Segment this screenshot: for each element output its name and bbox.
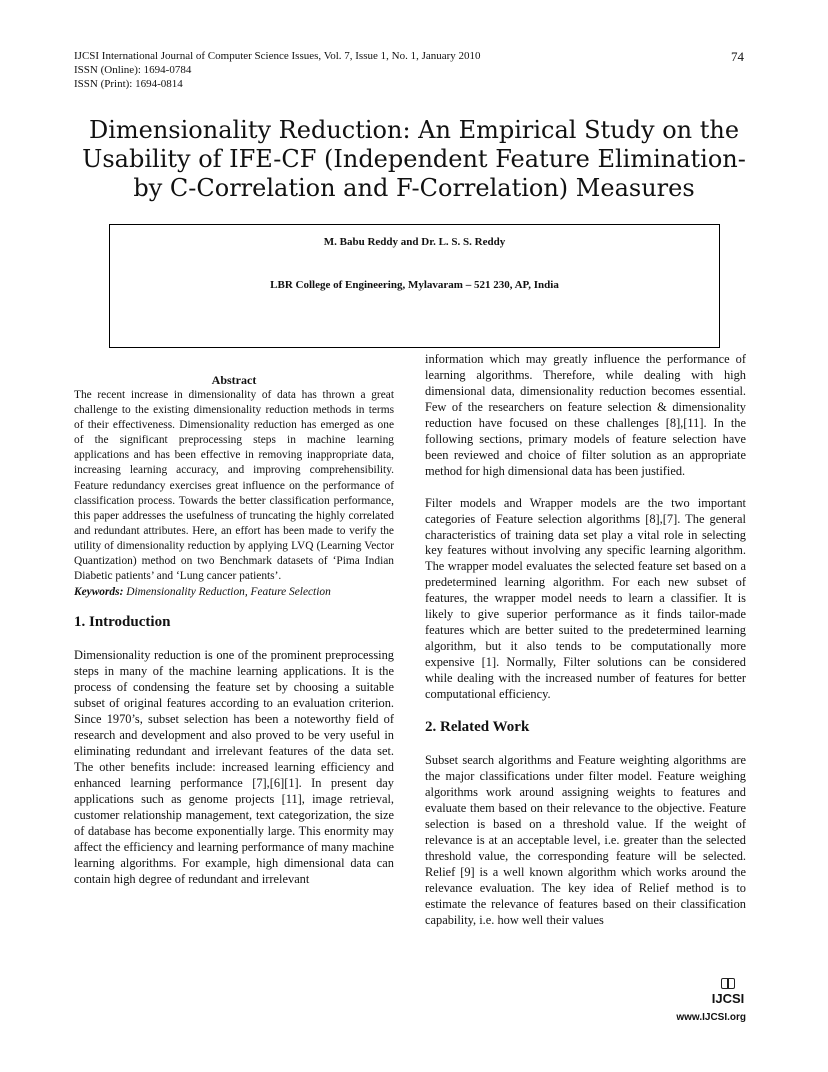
right-column: [425, 352, 746, 929]
keywords-value: Dimensionality Reduction, Feature Selection: [126, 586, 331, 599]
page-number: 74: [731, 49, 744, 64]
title-line-1: Dimensionality Reduction: An Empirical Study on the: [88, 116, 740, 144]
keywords: [74, 585, 394, 600]
affiliation: LBR College of Engineering, Mylavaram – 521 230, AP, India: [270, 279, 559, 291]
title-line-3: by C-Correlation and F-Correlation) Measures: [133, 174, 695, 202]
title-line-2: Usability of IFE-CF (Independent Feature Elimination-: [82, 145, 746, 173]
issn-print: ISSN (Print): 1694-0814: [74, 78, 183, 90]
issn-online: ISSN (Online): 1694-0784: [74, 64, 192, 76]
abstract-text: The recent increase in dimensionality of data has thrown a great challenge to the existing dimensionality reduction methods in terms of their effectiveness. Dimensionality reduction has emerged as one of the significant preprocessing steps in machine learning applications and has been effective in removing inappropriate data, increasing learning accuracy, and improving comprehensibility. Feature redundancy exercises great influence on the performance of classification process. Towards the better classification performance, this paper addresses the usefulness of truncating the highly correlated and redundant attributes. Here, an effort has been made to verify the utility of dimensionality reduction by applying LVQ (Learning Vector Quantization) method on two Benchmark datasets of ‘Pima Indian Diabetic patients’ and ‘Lung cancer patients’.: [74, 389, 394, 583]
related-work-heading: 2. Related Work: [425, 719, 530, 736]
journal-line: IJCSI International Journal of Computer Science Issues, Vol. 7, Issue 1, No. 1, January 2010: [74, 50, 481, 62]
ijcsi-logo: [700, 978, 756, 1007]
keywords-label: Keywords:: [74, 586, 124, 599]
paragraph-3: Subset search algorithms and Feature weighting algorithms are the major classifications under filter model. Feature weighing algorithms work around assigning weights to features and evaluate them based on their relevance to the objective. Feature selection is based on a threshold value. If the weight of relevance is at an acceptable level, i.e. greater than the selected threshold value, the corresponding feature will be selected. Relief [9] is a well known algorithm which works around the relevance evaluation. The key idea of Relief method is to estimate the relevance of features based on their classification capability, i.e. how well their values: [425, 753, 746, 927]
intro-heading: 1. Introduction: [74, 614, 171, 631]
authors: M. Babu Reddy and Dr. L. S. S. Reddy: [323, 236, 506, 248]
paragraph-1: information which may greatly influence the performance of learning algorithms. Therefore, while dealing with high dimensional data, dimensionality reduction becomes essential. Few of the researchers on feature selection & dimensionality reduction have focused on these challenges [8],[11]. In the following sections, primary models of feature selection have been reviewed and choice of filter solution as an appropriate method for high dimensional data has been justified.: [425, 352, 746, 478]
author-box: [109, 224, 720, 348]
paper-title: [60, 116, 768, 203]
book-icon: [721, 978, 735, 989]
running-header: [74, 49, 481, 91]
paragraph-2: Filter models and Wrapper models are the two important categories of Feature selection algorithms [8],[7]. The general characteristics of training data set play a vital role in selecting key features without involving any specific learning algorithm. The wrapper model evaluates the selected feature set based on a predetermined learning algorithm. For each new subset of features, the wrapper model needs to learn a classifier. It is likely to give superior performance as it finds tailor-made features which are better suited to the predetermined learning algorithm, but it also tends to be computationally more expensive [1]. Normally, Filter solutions can be considered while dealing with the increased number of features for better computational efficiency.: [425, 495, 746, 702]
logo-text: IJCSI: [711, 991, 745, 1006]
abstract-heading: Abstract: [211, 373, 257, 387]
left-column: [74, 372, 394, 888]
intro-text: Dimensionality reduction is one of the prominent preprocessing steps in many of the machine learning applications. It is the process of condensing the feature set by choosing a suitable subset of original features according to an evaluation criterion. Since 1970’s, subset selection has been a noteworthy field of research and development and also proved to be very useful in eliminating redundant and irrelevant features of the data set. The other benefits include: increased learning efficiency and enhanced learning performance [7],[6][1]. In present day applications such as genome projects [11], image retrieval, customer relationship management, text categorization, the size of database has become exponentially large. This enormity may affect the efficiency and learning performance of many machine learning algorithms. For example, high dimensional data can contain high degree of redundant and irrelevant: [74, 648, 394, 886]
website-link[interactable]: www.IJCSI.org: [676, 1012, 746, 1023]
